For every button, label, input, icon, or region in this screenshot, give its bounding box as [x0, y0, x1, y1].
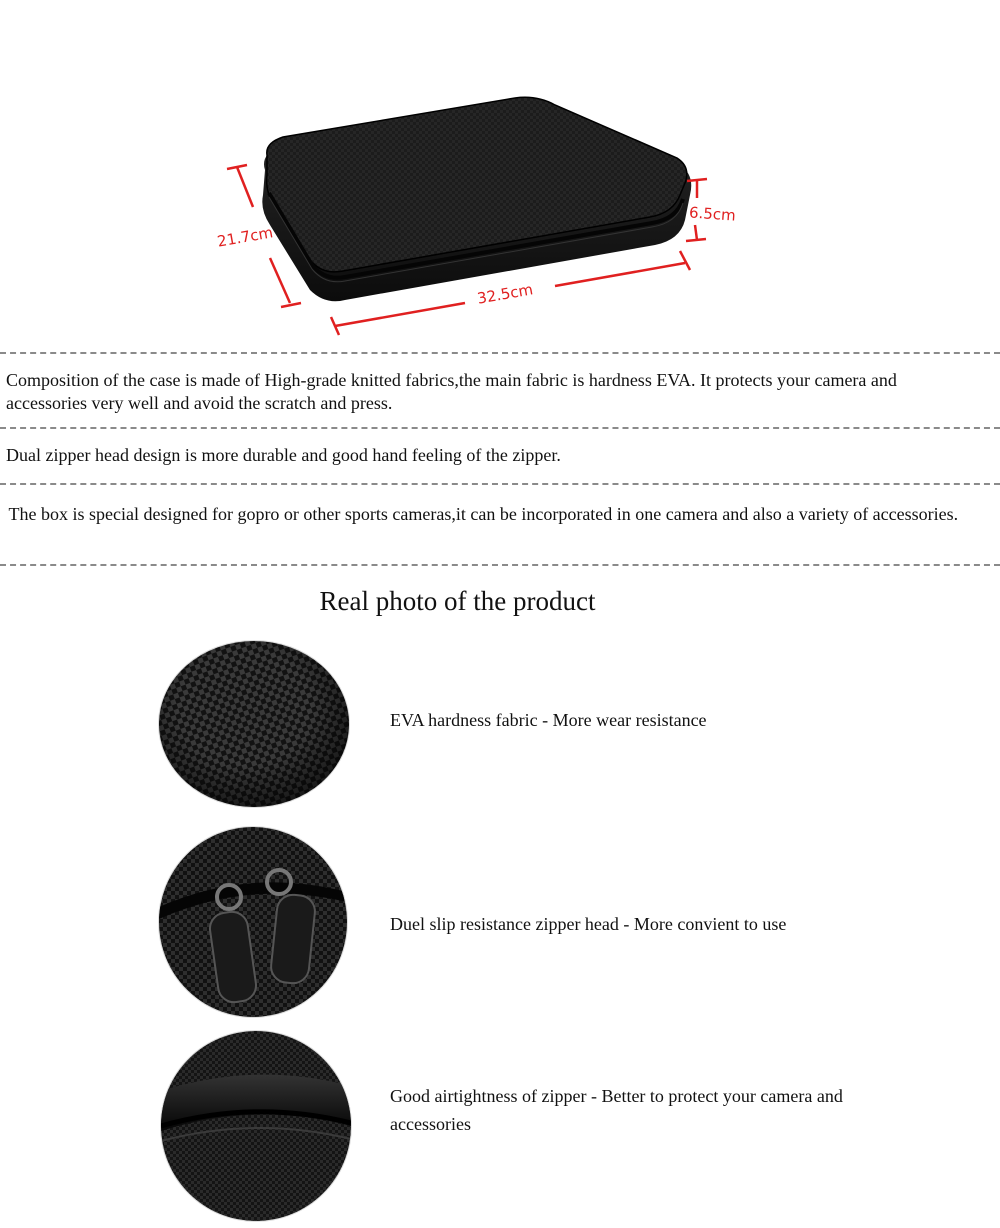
description-compatibility: The box is special designed for gopro or other sports cameras,it can be incorporated in one camera and also a variety of accessories. — [4, 504, 959, 524]
feature-text-seal: Good airtightness of zipper - Better to protect your camera and accessories — [390, 1086, 843, 1134]
feature-text-fabric: EVA hardness fabric - More wear resistance — [390, 710, 707, 730]
width-label: 32.5cm — [475, 280, 535, 308]
divider — [0, 564, 1000, 566]
zipper-seal-photo — [160, 1030, 352, 1222]
height-label: 6.5cm — [688, 203, 737, 225]
section-title: Real photo of the product — [319, 586, 596, 616]
depth-label: 21.7cm — [215, 223, 275, 251]
description-composition: Composition of the case is made of High-grade knitted fabrics,the main fabric is hardness EVA. It protects your camera and accessories very well and avoid the scratch and press. — [6, 370, 897, 413]
product-case-illustration — [215, 95, 755, 340]
fabric-photo-svg — [159, 641, 349, 807]
seal-photo-svg — [161, 1031, 351, 1221]
divider — [0, 352, 1000, 354]
divider — [0, 483, 1000, 485]
feature-text-zipper: Duel slip resistance zipper head - More convient to use — [390, 914, 787, 934]
zipper-photo-svg — [159, 827, 347, 1017]
fabric-texture-photo — [158, 640, 350, 808]
divider — [0, 427, 1000, 429]
description-zipper: Dual zipper head design is more durable and good hand feeling of the zipper. — [6, 445, 561, 465]
zipper-heads-photo — [158, 826, 348, 1018]
